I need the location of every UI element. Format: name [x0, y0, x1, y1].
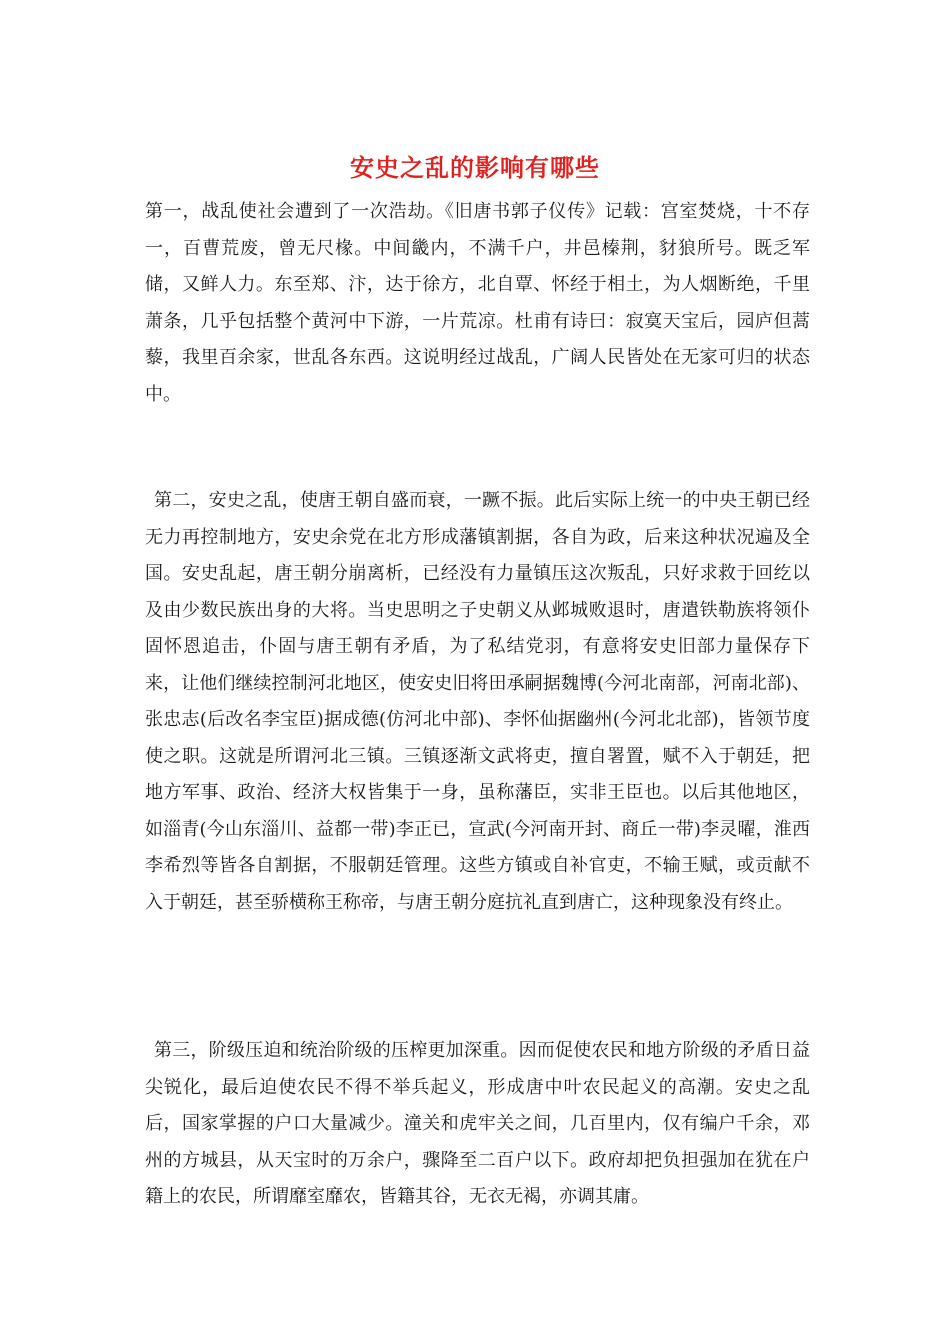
document-title: 安史之乱的影响有哪些 [350, 153, 600, 182]
paragraph-1: 第一，战乱使社会遭到了一次浩劫。《旧唐书郭子仪传》记载：宫室焚烧，十不存一，百曹荒废，曾无尺椽。中间畿内，不满千户，井邑榛荆，豺狼所号。既乏军储，又鲜人力。东至郑、汴，达于徐方，北自覃、怀经于相土，为人烟断绝，千里萧条，几乎包括整个黄河中下游，一片荒凉。杜甫有诗曰：寂寞天宝后，园庐但蒿藜，我里百余家，世乱各东西。这说明经过战乱，广阔人民皆处在无家可归的状态中。 [145, 201, 810, 405]
paragraph-2: 第二，安史之乱，使唐王朝自盛而衰，一蹶不振。此后实际上统一的中央王朝已经无力再控制地方，安史余党在北方形成藩镇割据，各自为政，后来这种状况遍及全国。安史乱起，唐王朝分崩离析，已经没有力量镇压这次叛乱，只好求救于回纥以及由少数民族出身的大将。当史思明之子史朝义从邺城败退时，唐遣铁勒族将领仆固怀恩追击，仆固与唐王朝有矛盾，为了私结党羽，有意将安史旧部力量保存下来，让他们继续控制河北地区，使安史旧将田承嗣据魏博(今河北南部，河南北部)、张忠志(后改名李宝臣)据成德(仿河北中部)、李怀仙据幽州(今河北北部)，皆领节度使之职。这就是所谓河北三镇。三镇逐渐文武将吏，擅自署置，赋不入于朝廷，把地方军事、政治、经济大权皆集于一身，虽称藩臣，实非王臣也。以后其他地区，如淄青(今山东淄川、益都一带)李正已，宣武(今河南开封、商丘一带)李灵曜，淮西李希烈等皆各自割据，不服朝廷管理。这些方镇或自补官吏，不输王赋，或贡献不入于朝廷，甚至骄横称王称帝，与唐王朝分庭抗礼直到唐亡，这种现象没有终止。 [145, 490, 810, 913]
paragraph-3: 第三，阶级压迫和统治阶级的压榨更加深重。因而促使农民和地方阶级的矛盾日益尖锐化，最后迫使农民不得不举兵起义，形成唐中叶农民起义的高潮。安史之乱后，国家掌握的户口大量减少。潼关和虎牢关之间，几百里内，仅有编户千余，邓州的方城县，从天宝时的万余户，骤降至二百户以下。政府却把负担强加在犹在户籍上的农民，所谓靡室靡农，皆籍其谷，无衣无褐，亦调其庸。 [145, 1040, 810, 1207]
